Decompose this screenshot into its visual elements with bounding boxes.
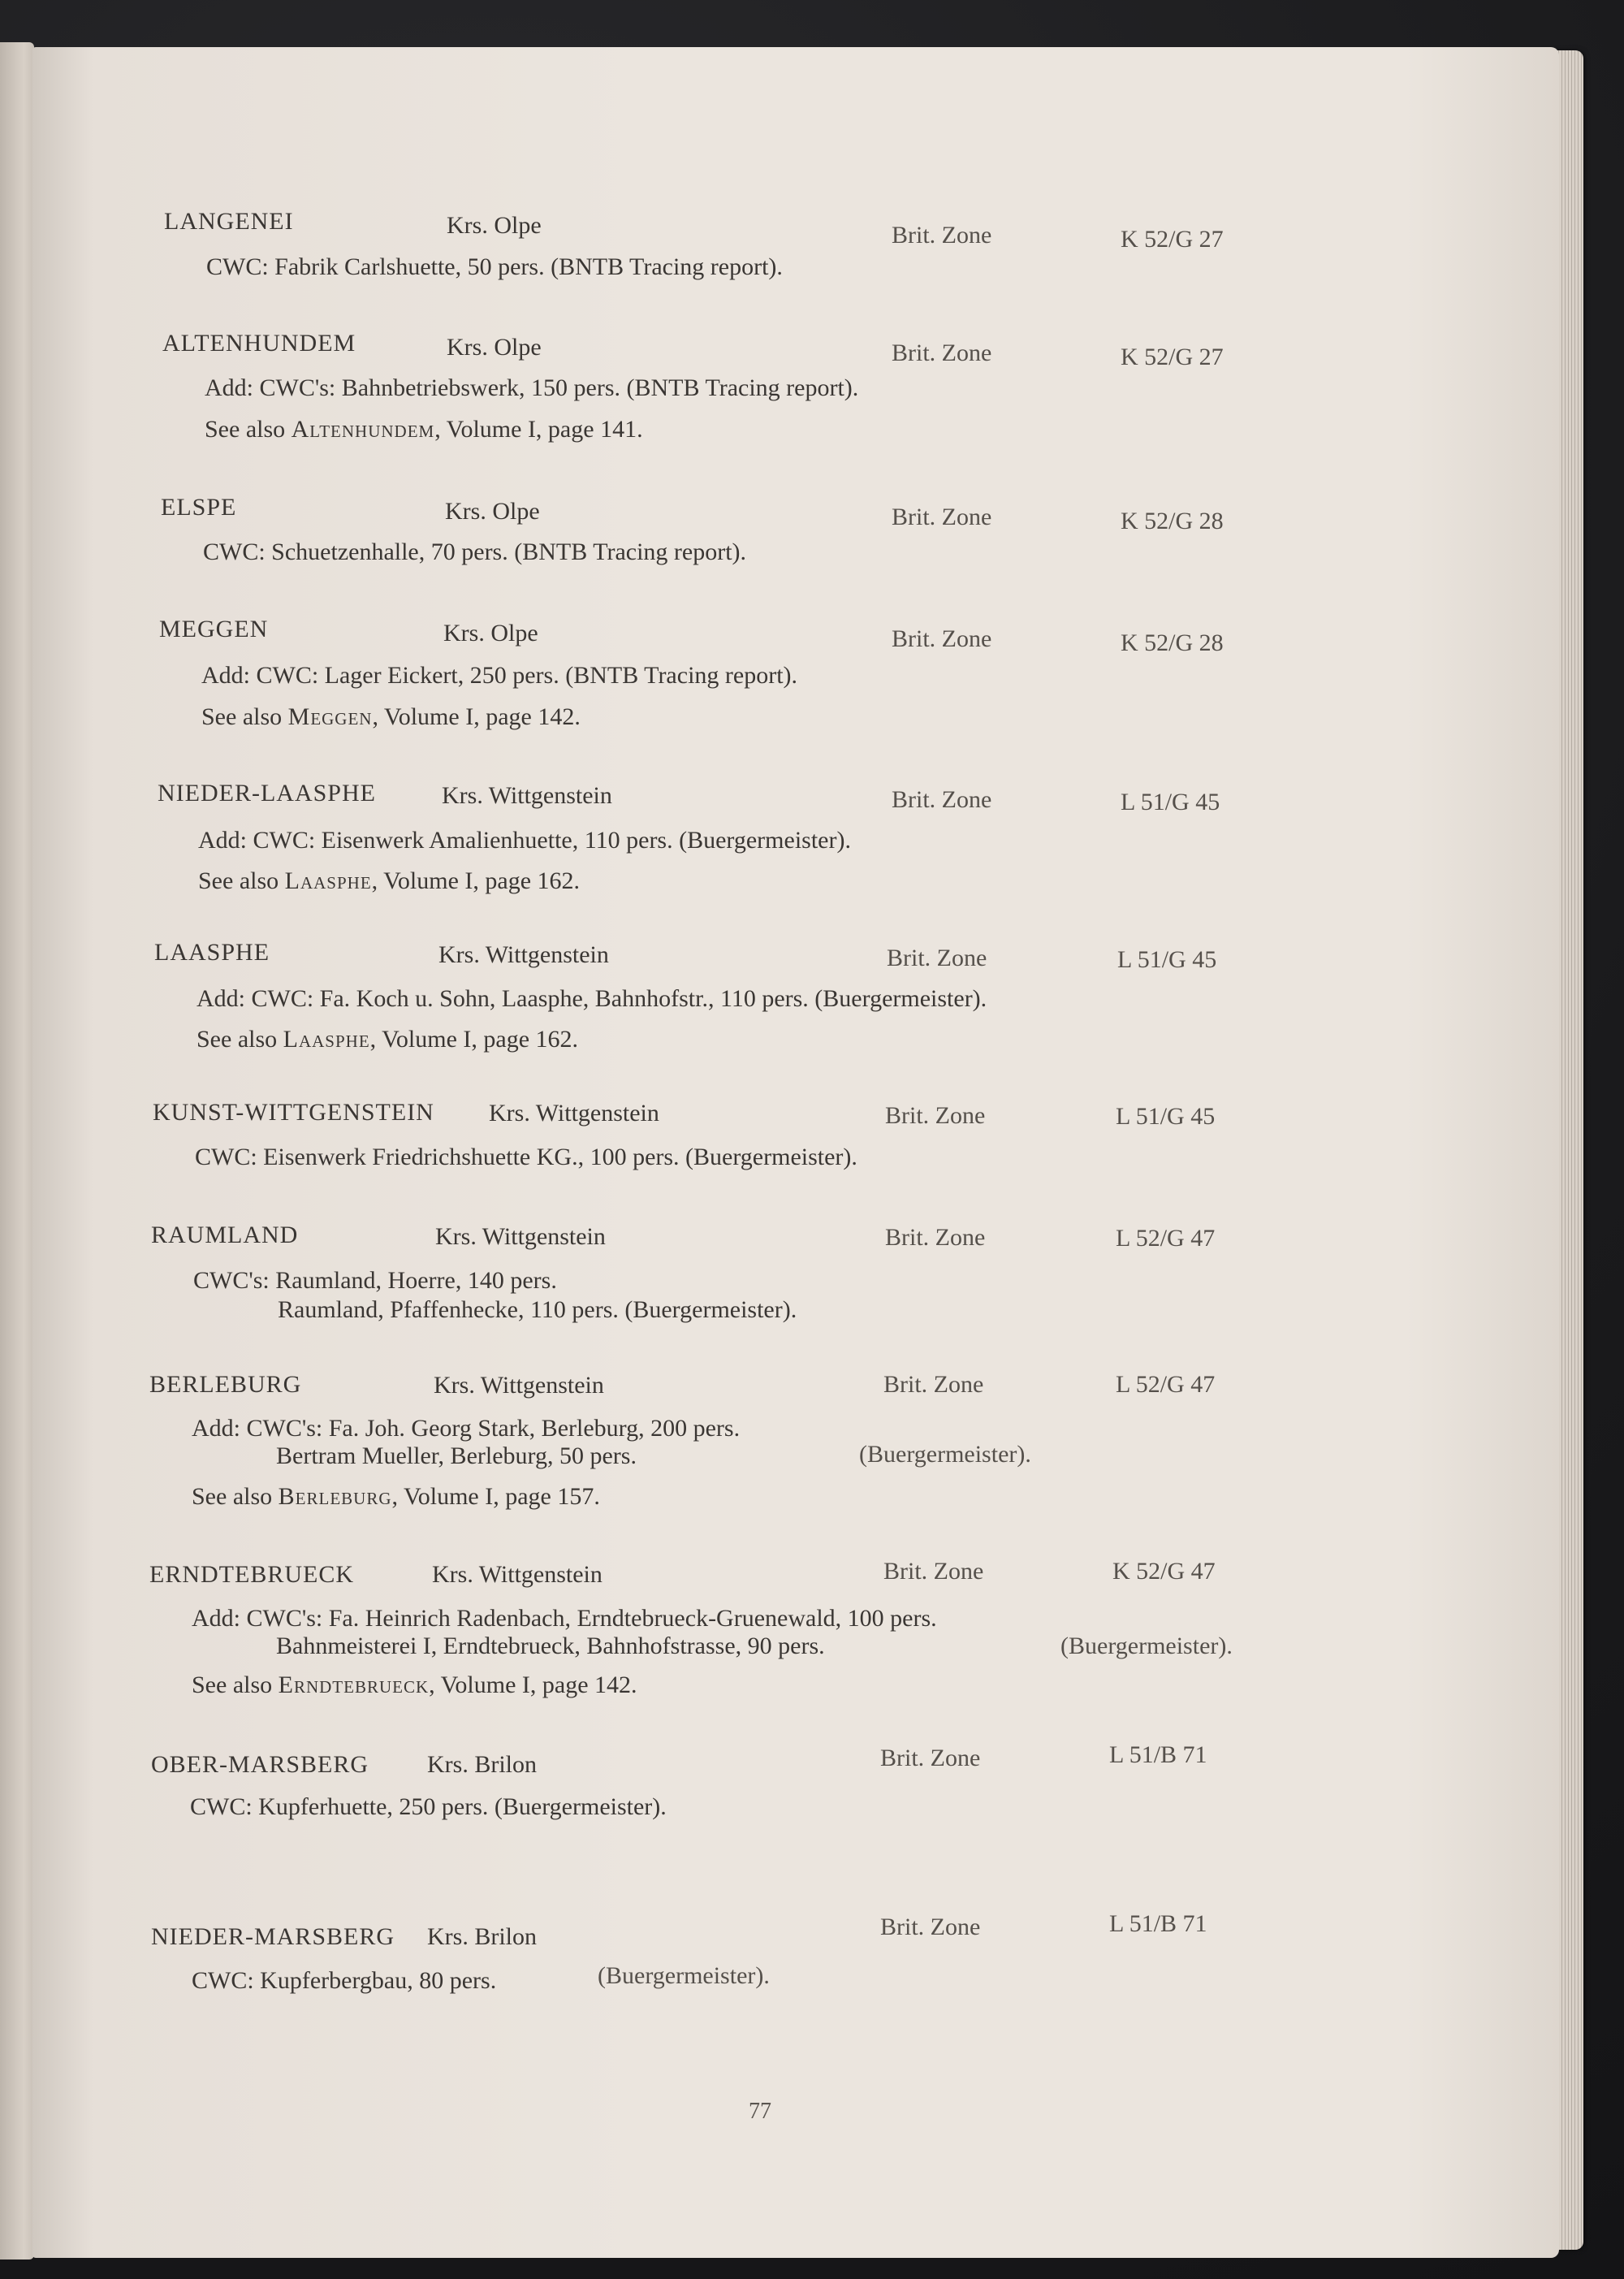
source-note: (Buergermeister). bbox=[1060, 1632, 1233, 1659]
see-also-ref: Altenhundem bbox=[291, 416, 435, 443]
see-also-ref: Laasphe bbox=[283, 1026, 370, 1053]
place-name: NIEDER-LAASPHE bbox=[158, 780, 376, 807]
see-also-suffix: , Volume I, page 162. bbox=[369, 1026, 579, 1053]
zone: Brit. Zone bbox=[880, 1914, 981, 1940]
see-also-prefix: See also bbox=[201, 703, 288, 730]
zone: Brit. Zone bbox=[883, 1558, 984, 1585]
grid-reference: K 52/G 27 bbox=[1121, 226, 1224, 253]
entry-line: CWC: Fabrik Carlshuette, 50 pers. (BNTB Tracing report). bbox=[206, 253, 783, 280]
district: Krs. Brilon bbox=[427, 1751, 537, 1778]
entry-line: Add: CWC: Fa. Koch u. Sohn, Laasphe, Bahnhofstr., 110 pers. (Buergermeister). bbox=[197, 985, 987, 1012]
grid-reference: L 51/G 45 bbox=[1117, 946, 1217, 973]
entry-line: CWC: Eisenwerk Friedrichshuette KG., 100 pers. (Buergermeister). bbox=[195, 1144, 857, 1170]
zone: Brit. Zone bbox=[885, 1102, 986, 1129]
zone: Brit. Zone bbox=[887, 945, 987, 971]
see-also-prefix: See also bbox=[192, 1483, 279, 1510]
district: Krs. Olpe bbox=[447, 212, 542, 239]
place-name: MEGGEN bbox=[159, 616, 269, 642]
grid-reference: L 51/G 45 bbox=[1121, 789, 1220, 815]
see-also-prefix: See also bbox=[205, 416, 292, 443]
place-name: ELSPE bbox=[161, 494, 237, 521]
district: Krs. Wittgenstein bbox=[434, 1372, 604, 1399]
grid-reference: L 52/G 47 bbox=[1116, 1225, 1216, 1252]
see-also bbox=[198, 867, 580, 895]
entry-line: Add: CWC's: Fa. Heinrich Radenbach, Erndtebrueck-Gruenewald, 100 pers. bbox=[192, 1605, 937, 1632]
grid-reference: K 52/G 28 bbox=[1121, 629, 1224, 656]
place-name: KUNST-WITTGENSTEIN bbox=[153, 1099, 434, 1126]
see-also bbox=[192, 1671, 637, 1699]
district: Krs. Wittgenstein bbox=[438, 941, 609, 968]
place-name: ERNDTEBRUECK bbox=[149, 1561, 354, 1588]
entry-line: Add: CWC's: Fa. Joh. Georg Stark, Berleburg, 200 pers. bbox=[192, 1415, 741, 1442]
district: Krs. Olpe bbox=[443, 620, 538, 647]
see-also-suffix: , Volume I, page 142. bbox=[429, 1671, 637, 1698]
place-name: RAUMLAND bbox=[151, 1222, 299, 1248]
zone: Brit. Zone bbox=[892, 339, 992, 366]
district: Krs. Olpe bbox=[445, 498, 540, 525]
see-also bbox=[205, 416, 643, 443]
see-also-prefix: See also bbox=[197, 1026, 283, 1053]
see-also-suffix: , Volume I, page 142. bbox=[372, 703, 581, 730]
facing-page-edge bbox=[0, 42, 34, 2260]
place-name: NIEDER-MARSBERG bbox=[151, 1923, 395, 1950]
see-also-suffix: , Volume I, page 141. bbox=[434, 416, 643, 443]
entry-line: CWC: Schuetzenhalle, 70 pers. (BNTB Tracing report). bbox=[203, 538, 747, 565]
see-also-suffix: , Volume I, page 157. bbox=[391, 1483, 600, 1510]
see-also-suffix: , Volume I, page 162. bbox=[371, 867, 581, 894]
entry-line: Bahnmeisterei I, Erndtebrueck, Bahnhofstrasse, 90 pers. bbox=[276, 1632, 825, 1659]
zone: Brit. Zone bbox=[880, 1745, 981, 1771]
source-note: (Buergermeister). bbox=[859, 1441, 1031, 1468]
district: Krs. Wittgenstein bbox=[489, 1100, 659, 1127]
entry-line: CWC: Kupferhuette, 250 pers. (Buergermeister). bbox=[190, 1793, 667, 1820]
entry-line: Bertram Mueller, Berleburg, 50 pers. bbox=[276, 1442, 637, 1469]
see-also-prefix: See also bbox=[192, 1671, 279, 1698]
see-also-ref: Meggen bbox=[287, 703, 373, 730]
grid-reference: K 52/G 47 bbox=[1112, 1558, 1216, 1585]
zone: Brit. Zone bbox=[892, 504, 992, 530]
document-page bbox=[32, 47, 1559, 2258]
see-also bbox=[192, 1483, 600, 1511]
grid-reference: L 52/G 47 bbox=[1116, 1371, 1216, 1398]
entry-line: Add: CWC: Lager Eickert, 250 pers. (BNTB Tracing report). bbox=[201, 662, 798, 689]
district: Krs. Olpe bbox=[447, 334, 542, 361]
entry-line: Raumland, Pfaffenhecke, 110 pers. (Buergermeister). bbox=[278, 1296, 797, 1323]
zone: Brit. Zone bbox=[883, 1371, 984, 1398]
entry-line: Add: CWC: Eisenwerk Amalienhuette, 110 pers. (Buergermeister). bbox=[198, 827, 851, 854]
zone: Brit. Zone bbox=[892, 625, 992, 652]
district: Krs. Brilon bbox=[427, 1923, 537, 1950]
district: Krs. Wittgenstein bbox=[442, 782, 612, 809]
see-also bbox=[197, 1026, 578, 1053]
zone: Brit. Zone bbox=[892, 222, 992, 249]
entry-line: CWC's: Raumland, Hoerre, 140 pers. bbox=[193, 1267, 557, 1294]
source-note: (Buergermeister). bbox=[598, 1962, 770, 1989]
entry-line: Add: CWC's: Bahnbetriebswerk, 150 pers. (BNTB Tracing report). bbox=[205, 374, 859, 401]
place-name: ALTENHUNDEM bbox=[162, 330, 356, 357]
see-also-ref: Erndtebrueck bbox=[278, 1671, 430, 1698]
place-name: LAASPHE bbox=[154, 939, 270, 966]
place-name: OBER-MARSBERG bbox=[151, 1751, 369, 1778]
zone: Brit. Zone bbox=[885, 1224, 986, 1251]
grid-reference: L 51/G 45 bbox=[1116, 1103, 1216, 1130]
see-also-ref: Laasphe bbox=[284, 867, 372, 894]
place-name: BERLEBURG bbox=[149, 1371, 302, 1398]
place-name: LANGENEI bbox=[164, 208, 294, 235]
page-number: 77 bbox=[749, 2099, 771, 2124]
zone: Brit. Zone bbox=[892, 786, 992, 813]
district: Krs. Wittgenstein bbox=[432, 1561, 603, 1588]
grid-reference: K 52/G 27 bbox=[1121, 344, 1224, 370]
grid-reference: L 51/B 71 bbox=[1109, 1910, 1207, 1937]
entry-line: CWC: Kupferbergbau, 80 pers. bbox=[192, 1967, 497, 1994]
district: Krs. Wittgenstein bbox=[435, 1223, 606, 1250]
grid-reference: K 52/G 28 bbox=[1121, 508, 1224, 534]
grid-reference: L 51/B 71 bbox=[1109, 1741, 1207, 1768]
see-also-ref: Berleburg bbox=[278, 1483, 392, 1510]
see-also-prefix: See also bbox=[198, 867, 285, 894]
see-also bbox=[201, 703, 581, 731]
